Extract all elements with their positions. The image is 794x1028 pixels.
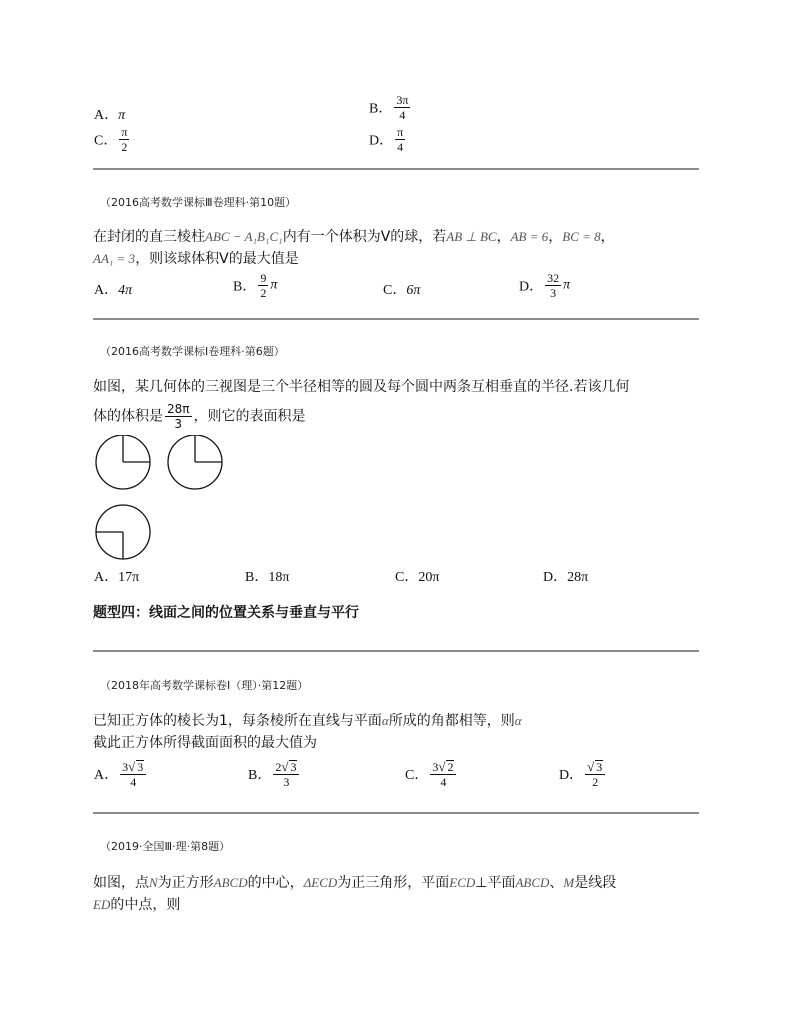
divider (93, 168, 699, 170)
side-view (168, 435, 222, 489)
divider (93, 650, 699, 652)
fraction: $\frac{3√ 2}{4}$ (430, 760, 456, 788)
fraction: $\frac{\pi}{2}$ (121, 125, 128, 154)
question-text: 如图，某几何体的三视图是三个半径相等的圆及每个圆中两条互相垂直的半径.若该几何 (93, 379, 630, 395)
question-text-line2: ED的中点，则 (93, 897, 181, 913)
fraction: $\frac{2√ 3}{3}$ (273, 760, 299, 788)
front-view (96, 435, 150, 489)
question-source: （2018年高考数学课标卷Ⅰ（理）·第12题） (100, 679, 309, 692)
section-heading: 题型四：线面之间的位置关系与垂直与平行 (93, 605, 359, 621)
fraction: $\frac{3√ 3}{4}$ (120, 760, 146, 788)
option-b: B． $\frac{2√ 3}{3}$ (248, 760, 301, 788)
question-text: 如图，点N为正方形ABCD的中心，ΔECD为正三角形，平面ECD⊥平面ABCD、M是线段 (93, 875, 617, 891)
question-text: 在封闭的直三棱柱ABC − A₁B₁C₁内有一个体积为V的球，若AB ⊥ BC，AB = 6，BC = 8， (93, 229, 615, 245)
fraction: $\frac{32}{3}$ (547, 271, 560, 300)
option-c: C． $\frac{\pi}{2}$ (94, 125, 128, 154)
option-c: C．6π (383, 283, 421, 298)
question-text-line2: AA₁ = 3，则该球体积V的最大值是 (93, 251, 299, 267)
option-a: A． $\frac{3√ 3}{4}$ (94, 760, 148, 788)
option-d: D． $\frac{\pi}{4}$ (369, 125, 404, 154)
divider (93, 318, 699, 320)
fraction: $\frac{3\pi}{4}$ (396, 93, 409, 122)
fraction: $\frac{\pi}{4}$ (397, 125, 404, 154)
question-source: （2019·全国Ⅲ·理·第8题） (100, 840, 231, 853)
option-b: B． $\frac{9}{2}$ π (233, 271, 278, 300)
top-view (96, 505, 150, 559)
question-text-line2: 截此正方体所得截面面积的最大值为 (93, 735, 317, 751)
three-view-figure (90, 435, 230, 565)
divider (93, 812, 699, 814)
option-b: B． $\frac{3\pi}{4}$ (369, 93, 409, 122)
option-d: D．28π (543, 570, 589, 585)
question-source: （2016高考数学课标Ⅲ卷理科·第10题） (100, 196, 297, 209)
option-d: D． $\frac{32}{3}$ π (519, 271, 571, 300)
option-c: C．20π (395, 570, 440, 585)
question-source: （2016高考数学课标Ⅰ卷理科·第6题） (100, 345, 285, 358)
option-a: A．4π (94, 283, 133, 298)
option-b: B．18π (245, 570, 290, 585)
option-c: C． $\frac{3√ 2}{4}$ (405, 760, 458, 788)
option-a: A．π (94, 108, 126, 123)
fraction: $\frac{9}{2}$ (260, 271, 267, 300)
option-d: D． $\frac{√ 3}{2}$ (559, 760, 607, 788)
option-a: A．17π (94, 570, 140, 585)
question-text: 已知正方体的棱长为1，每条棱所在直线与平面α所成的角都相等，则α (93, 713, 522, 729)
fraction: $\frac{28\pi}{3}$ (167, 402, 190, 431)
fraction: $\frac{√ 3}{2}$ (585, 760, 605, 788)
question-text-line2: 体的体积是 $\frac{28\pi}{3}$ ，则它的表面积是 (93, 402, 306, 431)
